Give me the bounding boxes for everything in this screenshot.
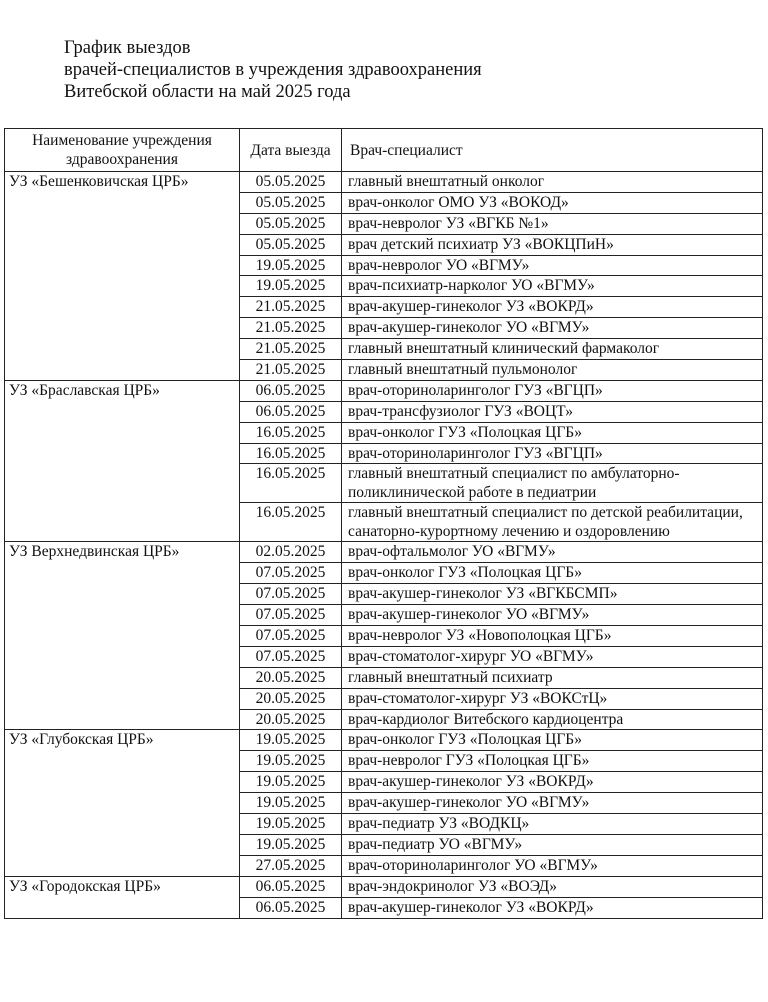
title-line-1: График выездов [64,38,191,58]
date-cell: 05.05.2025 [240,172,342,193]
doctor-cell: врач-офтальмолог УО «ВГМУ» [342,542,763,563]
doctor-cell: главный внештатный пульмонолог [342,360,763,381]
table-row [5,172,763,193]
date-cell: 07.05.2025 [240,605,342,626]
doctor-cell: врач-трансфузиолог ГУЗ «ВОЦТ» [342,401,763,422]
date-cell: 06.05.2025 [240,897,342,918]
date-cell: 07.05.2025 [240,584,342,605]
doctor-cell: врач-акушер-гинеколог УЗ «ВГКБСМП» [342,584,763,605]
date-cell: 20.05.2025 [240,688,342,709]
table-body [5,172,763,919]
title-line-3: Витебской области на май 2025 года [64,82,351,102]
date-cell: 06.05.2025 [240,876,342,897]
doctor-cell: главный внештатный онколог [342,172,763,193]
date-cell: 20.05.2025 [240,709,342,730]
table-row [5,730,763,751]
doctor-cell: главный внештатный психиатр [342,667,763,688]
doctor-cell: врач-невролог УЗ «ВГКБ №1» [342,213,763,234]
doctor-cell: врач детский психиатр УЗ «ВОКЦПиН» [342,234,763,255]
doctor-cell: главный внештатный клинический фармаколог [342,339,763,360]
page-title [64,37,482,103]
institution-cell: УЗ «Бешенковичская ЦРБ» [5,172,240,381]
date-cell: 19.05.2025 [240,772,342,793]
doctor-cell: врач-онколог ГУЗ «Полоцкая ЦГБ» [342,563,763,584]
date-cell: 06.05.2025 [240,380,342,401]
institution-cell: УЗ «Городокская ЦРБ» [5,876,240,918]
doctor-cell: врач-онколог ГУЗ «Полоцкая ЦГБ» [342,730,763,751]
date-cell: 02.05.2025 [240,542,342,563]
institution-cell: УЗ «Глубокская ЦРБ» [5,730,240,876]
doctor-cell: главный внештатный специалист по амбулаторно-поликлинической работе в педиатрии [342,464,763,503]
date-cell: 16.05.2025 [240,443,342,464]
doctor-cell: врач-стоматолог-хирург УО «ВГМУ» [342,646,763,667]
date-cell: 19.05.2025 [240,814,342,835]
doctor-cell: врач-невролог УО «ВГМУ» [342,255,763,276]
doctor-cell: врач-педиатр УЗ «ВОДКЦ» [342,814,763,835]
date-cell: 19.05.2025 [240,730,342,751]
date-cell: 19.05.2025 [240,834,342,855]
date-cell: 05.05.2025 [240,213,342,234]
table-row [5,380,763,401]
date-cell: 19.05.2025 [240,255,342,276]
doctor-cell: врач-педиатр УО «ВГМУ» [342,834,763,855]
date-cell: 07.05.2025 [240,563,342,584]
doctor-cell: врач-психиатр-нарколог УО «ВГМУ» [342,276,763,297]
date-cell: 05.05.2025 [240,192,342,213]
doctor-cell: главный внештатный специалист по детской реабилитации, санаторно-курортному лечению и оздоровлению [342,503,763,542]
doctor-cell: врач-акушер-гинеколог УО «ВГМУ» [342,793,763,814]
date-cell: 16.05.2025 [240,464,342,503]
doctor-cell: врач-оториноларинголог УО «ВГМУ» [342,855,763,876]
institution-cell: УЗ Верхнедвинская ЦРБ» [5,542,240,730]
date-cell: 19.05.2025 [240,793,342,814]
date-cell: 21.05.2025 [240,360,342,381]
date-cell: 06.05.2025 [240,401,342,422]
date-cell: 19.05.2025 [240,751,342,772]
schedule-table [4,128,763,919]
date-cell: 05.05.2025 [240,234,342,255]
doctor-cell: врач-кардиолог Витебского кардиоцентра [342,709,763,730]
doctor-cell: врач-невролог УЗ «Новополоцкая ЦГБ» [342,626,763,647]
doctor-cell: врач-акушер-гинеколог УЗ «ВОКРД» [342,297,763,318]
date-cell: 16.05.2025 [240,503,342,542]
header-date: Дата выезда [240,129,342,172]
date-cell: 07.05.2025 [240,646,342,667]
date-cell: 20.05.2025 [240,667,342,688]
date-cell: 16.05.2025 [240,422,342,443]
doctor-cell: врач-онколог ГУЗ «Полоцкая ЦГБ» [342,422,763,443]
date-cell: 07.05.2025 [240,626,342,647]
date-cell: 19.05.2025 [240,276,342,297]
table-row [5,542,763,563]
doctor-cell: врач-стоматолог-хирург УЗ «ВОКСтЦ» [342,688,763,709]
doctor-cell: врач-оториноларинголог ГУЗ «ВГЦП» [342,443,763,464]
doctor-cell: врач-акушер-гинеколог УО «ВГМУ» [342,605,763,626]
table-row [5,876,763,897]
date-cell: 21.05.2025 [240,339,342,360]
title-line-2: врачей-специалистов в учреждения здравоохранения [64,60,482,80]
doctor-cell: врач-акушер-гинеколог УЗ «ВОКРД» [342,772,763,793]
institution-cell: УЗ «Браславская ЦРБ» [5,380,240,542]
doctor-cell: врач-оториноларинголог ГУЗ «ВГЦП» [342,380,763,401]
table-header-row [5,129,763,172]
date-cell: 21.05.2025 [240,297,342,318]
date-cell: 27.05.2025 [240,855,342,876]
doctor-cell: врач-эндокринолог УЗ «ВОЭД» [342,876,763,897]
header-institution: Наименование учреждения здравоохранения [5,129,240,172]
doctor-cell: врач-невролог ГУЗ «Полоцкая ЦГБ» [342,751,763,772]
doctor-cell: врач-онколог ОМО УЗ «ВОКОД» [342,192,763,213]
doctor-cell: врач-акушер-гинеколог УО «ВГМУ» [342,318,763,339]
date-cell: 21.05.2025 [240,318,342,339]
header-doctor: Врач-специалист [342,129,763,172]
doctor-cell: врач-акушер-гинеколог УЗ «ВОКРД» [342,897,763,918]
